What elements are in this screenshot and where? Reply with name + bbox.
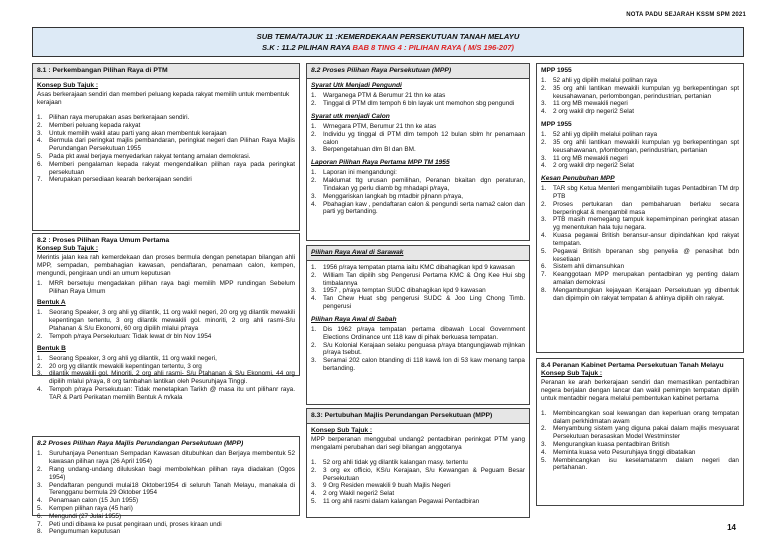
list-item: [541, 100, 739, 108]
section-8-2: [32, 233, 300, 401]
list-item: [311, 264, 525, 272]
list-item-number: 3.: [37, 481, 43, 489]
list-laporan: [311, 169, 525, 216]
section-8-2-mpp: [32, 436, 300, 536]
list-item-number: 2.: [37, 362, 43, 370]
list-item-text: Mengambungkan kejayaan Kerajaan Persekutuan yg dibentuk dan dipimpin oln rakyat tempatan & ahlinya dipilih oln rakyat.: [553, 286, 739, 302]
list-item-number: 4.: [541, 448, 547, 456]
section-mid-1: [306, 63, 530, 241]
list-item-number: 6.: [37, 512, 43, 520]
intro-text: Peranan ke arah berkerajaan sendiri dan memastikan pentadbiran negera berjalan dengan lancar dan wakil pemimpin tempatan dipilih untuk mentadbir negara melalui pembentukan kabinet pertama: [541, 379, 739, 402]
section-8-1: [32, 63, 300, 231]
list-item-text: Membincangkan isu keselamatanm dalam negeri dan pertahanan.: [553, 456, 739, 472]
list-item: [37, 482, 295, 498]
list-item: [37, 497, 295, 505]
list-item-text: TAR sbg Ketua Menteri mengambilalih tugas Pentadbiran TM drp PTB: [553, 185, 739, 201]
list-item: [541, 271, 739, 287]
list-bentuk-a: [37, 309, 295, 340]
list-item: [311, 123, 525, 131]
list-item-number: 3.: [541, 154, 547, 162]
list-item-number: 7.: [37, 520, 43, 528]
section-heading: 8.2 Proses Pilihan Raya Persekutuan (MPP): [307, 64, 529, 79]
list-item-number: 4.: [37, 497, 43, 505]
list-item: [541, 85, 739, 101]
list-item-number: 3.: [541, 100, 547, 108]
list-item-number: 2.: [541, 200, 547, 208]
list-item-number: 2.: [311, 177, 317, 185]
list-item-text: Sistem ahli dimansuhkan: [553, 263, 625, 271]
list-item-text: Wrnegara PTM, Berumur 21 thn ke atas: [323, 122, 437, 130]
list-item-number: 4.: [37, 137, 43, 145]
list-item-text: Penamaan calon (15 Jun 1955): [49, 497, 139, 505]
section-heading: 8.3: Pertubuhan Majlis Perundangan Persekutuan (MPP): [307, 409, 529, 424]
list-item: [37, 161, 295, 177]
list-item: [541, 216, 739, 232]
list-item-number: 2.: [311, 130, 317, 138]
list-item-text: dilantik mewakili gol. Minoriti, 2 org ahli rasmi- S/u Ptahanan & S/u Ekonomi, 44 org dipilih mlalui p/raya, 8 org tambahan lantikan oleh Pesuruhjaya Tinggi.: [49, 370, 295, 386]
list-item: [311, 498, 525, 506]
list-item-number: 1.: [311, 325, 317, 333]
list-item-number: 5.: [311, 498, 317, 505]
list-item-text: 52 ahli yg dipilih melalui polihan raya: [553, 77, 658, 85]
list-item: [37, 176, 295, 184]
list-item-text: Tempoh p/raya Persekutuan: Tidak lewat dr bln Nov 1954: [49, 332, 212, 340]
section-heading: 8.1 : Perkembangan Pilihan Raya di PTM: [33, 64, 299, 79]
bentuk-b-label: Bentuk B: [37, 344, 66, 352]
list-item: [541, 139, 739, 155]
list-item-number: 2.: [37, 465, 43, 473]
list-item: [541, 441, 739, 449]
list-item-number: 1.: [541, 409, 547, 417]
list-item: [37, 521, 295, 529]
section-8-4: [536, 358, 744, 506]
list-item-text: Seorang Speaker, 3 org ahli yg dilantik, 11 org wakil negeri, 20 org yg dilantik mewakili kepentingan tertentu, 3 org dilantik mewakili gol. minoriti, 2 org ahli rasmi-S/u Ptahanan & S/u Ekonomi, 60 org dipilih mlalui p/raya: [49, 309, 295, 333]
list-item: [37, 513, 295, 521]
list-item-number: 2.: [311, 100, 317, 108]
list-item-number: 1.: [541, 131, 547, 139]
list-item-number: 2.: [541, 425, 547, 433]
list-item: [37, 122, 295, 130]
list-item-text: Individu yg tinggal di PTM dlm tempoh 12 bulan sblm hr penamaan calon: [323, 130, 525, 146]
list-item-text: Menyambung sistem yang diguna pakai dalam majlis mesyuarat Persekutuan berasaskan Model Westminster: [553, 425, 739, 441]
list-item-text: Pilihan raya merupakan asas berkerajaan sendiri.: [49, 113, 190, 121]
list-item-number: 7.: [541, 271, 547, 279]
list-item-number: 6.: [37, 160, 43, 168]
list-item-number: 2.: [541, 84, 547, 92]
list-item: [311, 482, 525, 490]
list-item-number: 1.: [37, 354, 43, 362]
list-item: [37, 309, 295, 332]
list-item-text: Seramai 202 calon btanding di 118 kaw& lon di 53 kaw menang tanpa bertanding.: [323, 357, 525, 372]
list-item-text: Menggariskan langkah bg mtadbir pjlnann p/raya,: [323, 192, 463, 200]
list-item-text: Laporan ini mengandungi:: [323, 169, 397, 177]
section-heading: 8.4 Peranan Kabinet Pertama Persekutuan Tanah Melayu: [541, 362, 724, 369]
list-bentuk-b: [37, 355, 295, 402]
list-item: [311, 459, 525, 467]
list-item-number: 6.: [541, 263, 547, 271]
pengundi-heading: Syarat Utk Menjadi Pengundi: [311, 82, 402, 90]
list-item: [37, 137, 295, 153]
list-item: [311, 272, 525, 288]
list-calon: [311, 123, 525, 154]
list-item-text: 35 org ahli lantikan mewakili kumpulan yg berkepentingan spt keusahawanan, p/lombongan, perindustrian, pertanian: [553, 138, 739, 154]
list-item-number: 1.: [311, 169, 317, 177]
mpp-1955-heading-a: MPP 1955: [541, 67, 572, 74]
list-item-text: PTB masih memegang tampuk kepemimpinan peringkat atasan yg menentukan hala tuju negara.: [553, 216, 739, 232]
list-mpp-b: [541, 131, 739, 170]
title-line2-black: S.K : 11.2 PILIHAN RAYA: [262, 43, 351, 53]
list-item: [37, 153, 295, 161]
list-item-number: 1.: [37, 279, 43, 287]
intro-text: Asas berkerajaan sendiri dan memberi peluang kepada rakyat memilih untuk membentuk kerajaan: [37, 91, 290, 107]
page-number: 14: [727, 523, 736, 533]
list-item: [541, 162, 739, 170]
list-item-number: 2.: [311, 466, 317, 474]
list-mpp-a: [541, 77, 739, 116]
list-item: [541, 457, 739, 473]
title-line1: SUB TEMA/TAJUK 11 :KEMERDEKAAN PERSEKUTUAN TANAH MELAYU: [256, 32, 520, 41]
list-item-text: Keanggotaan MPP merupakan pentadbiran yg penting dalam amalan demokrasi: [553, 271, 739, 286]
list-item-number: 4.: [311, 200, 317, 208]
list-item-number: 2.: [37, 121, 43, 129]
section-mid-2: [306, 245, 530, 405]
list-item: [541, 185, 739, 201]
sub-heading: Konsep Sub Tajuk :: [311, 427, 373, 435]
list-item: [311, 326, 525, 342]
list-item: [311, 357, 525, 373]
list-item-text: Memberi pengalaman kepada rakyat mengendalikan pilihan raya pada peringkat persekutuan: [49, 160, 295, 176]
list-item: [311, 342, 525, 358]
list-8-2-mpp: [37, 450, 295, 536]
title-box: [32, 27, 744, 57]
list-item-number: 3.: [311, 482, 317, 490]
list-item-number: 2.: [311, 341, 317, 349]
list-item-text: 1957 , p/raya temptan SUDC dibahagikan kpd 9 kawasan: [323, 287, 486, 295]
list-item-number: 1.: [37, 450, 43, 458]
bentuk-a-label: Bentuk A: [37, 299, 66, 307]
intro-text: MPP berperanan menggubal undang2 pentadbiran perinkgat PTM yang mengalami perubahan dari segi bilangan anggotanya: [311, 436, 525, 452]
list-item-text: S/u Kolonial Kerajaan selaku penguasa p/raya btangungjawab mjlnkan p/raya tsebut.: [323, 341, 525, 357]
list-item-number: 4.: [541, 108, 547, 116]
list-item-text: Pada pkt awal berjaya menyedarkan rakyat tentang amalan demokrasi.: [49, 153, 251, 160]
list-item: [37, 505, 295, 513]
list-item: [541, 77, 739, 85]
list-item: [37, 363, 295, 371]
list-sarawak: [311, 264, 525, 311]
list-item-text: Tinggal di PTM dlm tempoh 6 bln layak unt memohon sbg pengundi: [323, 100, 515, 108]
list-item-text: 2 org wakil drp negeri2 Selat: [553, 162, 634, 170]
list-item: [541, 248, 739, 264]
list-sabah: [311, 326, 525, 373]
list-item-text: Membincangkan soal kewangan dan keperluan orang tempatan dalam perkhidmatan awam: [553, 409, 739, 425]
list-item-text: Seorang Speaker, 3 org ahli yg dilantik, 11 org wakil negeri,: [49, 354, 217, 362]
title-line2-red: BAB 8 TING 4 : PILIHAN RAYA ( M/S 196-207): [352, 43, 514, 53]
list-item-number: 2.: [311, 271, 317, 279]
list-item: [311, 467, 525, 483]
list-item-number: 5.: [541, 456, 547, 464]
list-item-number: 4.: [311, 295, 317, 303]
list-8-1: [37, 114, 295, 184]
list-8-3: [311, 459, 525, 506]
list-item-text: 35 org ahli lantikan mewakili kumpulan yg berkepentingan spt keusahawanan, perlombongan, perindustrian, pertanian: [553, 84, 739, 100]
list-item-text: 52 ahli yg dipilih melalui polihan raya: [553, 131, 658, 139]
section-right-1: [536, 63, 744, 353]
list-item-number: 4.: [541, 232, 547, 240]
list-item-number: 1.: [311, 92, 317, 100]
list-item: [37, 370, 295, 386]
list-item-text: 1956 p/raya tempatan ptama iaitu KMC dibahagikan kpd 9 kawasan: [323, 264, 515, 272]
sabah-heading: Pilihan Raya Awal di Sabah: [311, 315, 397, 323]
list-item-text: 2 org wakil drp negeri2 Selat: [553, 108, 634, 116]
list-item-number: 8.: [541, 286, 547, 294]
list-item-text: 3 org ex officio, KS/u Kerajaan, S/u Kewangan & Peguam Besar Persekutuan: [323, 466, 525, 482]
list-item: [311, 169, 525, 177]
list-item: [311, 193, 525, 201]
list-item-number: 3.: [37, 129, 43, 137]
list-item: [311, 100, 525, 108]
list-item-text: 11 org MB mewakili negeri: [553, 100, 628, 108]
list-item: [541, 449, 739, 457]
list-item-text: Pegawai British bperanan sbg penyelia @ penasihat bdn kesetiaan: [553, 247, 739, 263]
list-item: [541, 425, 739, 441]
title-line2: [33, 43, 743, 52]
list-item: [37, 355, 295, 363]
list-item-text: 2 org Wakil negeri2 Selat: [323, 490, 395, 498]
list-item-number: 5.: [541, 247, 547, 255]
list-item-text: Tan Chew Huat sbg pengerusi SUDC & Joo Ling Chong Timb. pengerusi: [323, 295, 525, 311]
list-item: [37, 450, 295, 466]
list-item-text: 11 org ahli rasmi dalam kalangan Pegawai Pentadbiran: [323, 498, 480, 505]
list-item: [311, 146, 525, 154]
list-item: [311, 131, 525, 147]
list-item-number: 3.: [541, 441, 547, 448]
list-item-text: Suruhanjaya Penentuan Sempadan Kawasan ditubuhkan dan Berjaya membentuk 52 kawasan pilihan raya (26 April 1954): [49, 450, 295, 466]
list-item-text: Memberi peluang kepada rakyat: [49, 121, 141, 129]
list-item: [37, 333, 295, 341]
list-item-number: 1.: [541, 77, 547, 85]
list-item-number: 2.: [37, 332, 43, 340]
list-item-text: Berpengetahuan dlm BI dan BM.: [323, 146, 416, 154]
list-item-text: Pbahagian kaw , pendaftaran calon & pengundi serta nama2 calon dan parti yg bertanding.: [323, 200, 525, 216]
list-item-number: 3.: [311, 192, 317, 200]
list-item-text: Warganega PTM & Berumur 21 thn ke atas: [323, 92, 446, 100]
list-item: [541, 108, 739, 116]
list-item: [311, 177, 525, 193]
list-item-text: Meminta kuasa veto Pesuruhjaya tinggi dibatalkan: [553, 448, 696, 456]
list-item: [541, 287, 739, 303]
mpp-1955-heading-b: MPP 1955: [541, 121, 572, 129]
list-item-number: 3.: [311, 146, 317, 154]
list-item-text: MRR bersetuju mengadakan pilihan raya bagi memilih MPP rundingan Sebelum Pilihan Raya Umum: [49, 279, 295, 295]
list-item-number: 4.: [541, 162, 547, 170]
calon-heading: Syarat utk menjadi Calon: [311, 112, 390, 120]
sub-heading: Konsep Sub Tajuk :: [541, 370, 603, 378]
list-item-text: Pendaftaran pengundi mulai18 Oktober1954 di seluruh Tanah Melayu, manakala di Terengganu bermula 29 Oktober 1954: [49, 481, 295, 497]
list-item: [541, 155, 739, 163]
list-item-number: 1.: [311, 122, 317, 130]
sarawak-heading: Pilihan Raya Awal di Sarawak: [307, 246, 529, 261]
list-item-number: 3.: [311, 357, 317, 365]
list-item: [541, 410, 739, 426]
list-item: [37, 466, 295, 482]
list-item: [311, 295, 525, 311]
list-item: [541, 201, 739, 217]
list-item-number: 3.: [311, 287, 317, 295]
list-item-text: Maklumat ttg urusan pemilihan, Peranan bkaitan dgn peraturan, Tindakan yg perlu diamb bg mhadapi p/raya,: [323, 177, 525, 192]
list-item: [37, 130, 295, 138]
list-item: [311, 92, 525, 100]
list-item-text: Dis 1962 p/raya tempatan pertama dibawah Local Government Elections Ordinance unt 118 kaw di pihak berkuasa tempatan.: [323, 325, 525, 341]
list-item-number: 4.: [311, 490, 317, 498]
sub-heading: Konsep Sub Tajuk :: [37, 245, 99, 253]
header-note: NOTA PADU SEJARAH KSSM SPM 2021: [626, 12, 746, 18]
list-item-text: Peti undi dibawa ke pusat pengiraan undi, proses kiraan undi: [49, 520, 222, 528]
list-item-text: Untuk memilih wakil atau parti yang akan membentuk kerajaan: [49, 129, 227, 137]
list-item: [37, 528, 295, 536]
kesan-heading: Kesan Penubuhan MPP: [541, 175, 615, 183]
list-item-text: Merupakan persediaan kearah berkerajaan sendiri: [49, 176, 192, 184]
list-item-number: 1.: [37, 113, 43, 121]
list-item-number: 8.: [37, 528, 43, 536]
list-item-text: Mengurangkan kuasa pentadbiran British: [553, 441, 670, 448]
list-item-text: Kempen pilihan raya (45 hari): [49, 504, 133, 512]
section-heading: 8.2 Proses Pilihan Raya Majlis Perundangan Persekutuan (MPP): [37, 440, 244, 447]
list-item-text: Pengumuman keputusan: [49, 528, 121, 536]
list-item-text: William Tan dipilih sbg Pengerusi Pertama KMC & Ong Kee Hui sbg timbalannya: [323, 271, 525, 287]
list-item-text: Proses pertukaran dan pembaharuan berlaku secara berperingkat & mengambil masa: [553, 200, 739, 216]
list-item-number: 1.: [37, 309, 43, 317]
sub-heading: Konsep Sub Tajuk :: [37, 82, 99, 90]
list-item-number: 5.: [37, 504, 43, 512]
list-item-text: 52 org ahli tidak yg dilantik kalangan masy. tertentu: [323, 458, 468, 466]
list-item-number: 5.: [37, 153, 43, 160]
list-item-text: Bermula dari peringkat majlis pembandaran, peringkat negeri dan Pilihan Raya Majlis Perundangan Persekutuan 1955: [49, 137, 295, 153]
list-8-4: [541, 410, 739, 473]
list-item-number: 1.: [541, 185, 547, 193]
list-item: [311, 490, 525, 498]
list-item-text: Mengundi (27 Julai 1955): [49, 512, 122, 520]
list-item-number: 3.: [37, 370, 43, 378]
list-item: [37, 280, 295, 296]
list-item-number: 1.: [311, 264, 317, 272]
intro-text: Merintis jalan kea rah kemerdekaan dan proses bermula dengan penetapan bilangan ahli MPP, sempadan, pembahagian kawasan, pendaftaran, penamaan calon, kempen, mengundi, pengiraan undi an umum keputusan: [37, 254, 295, 277]
list-item-text: Kuasa pegawai British beransur-ansur dipindahkan kpd rakyat tempatan.: [553, 232, 739, 247]
list-item: [37, 114, 295, 122]
list-item: [541, 263, 739, 271]
list-item: [311, 201, 525, 217]
list-item-text: Rang undang-undang diluluskan bagi membolehkan pilihan raya diadakan (Ogos 1954): [49, 465, 295, 481]
list-item: [541, 131, 739, 139]
list-kesan: [541, 185, 739, 302]
section-8-3: [306, 408, 530, 518]
list-item: [37, 386, 295, 402]
list-item-text: 11 org MB mewakili negeri: [553, 154, 628, 162]
list-item-number: 3.: [541, 216, 547, 224]
section-heading: 8.2 : Proses Pilihan Raya Umum Pertama: [37, 237, 170, 244]
list-item-number: 7.: [37, 176, 43, 184]
list-item-text: Tempoh p/raya Persekutuan: Tidak menetapkan Tarikh @ masa itu unt pilihanr raya. TAR & Parti Perikatan memilih Bentuk A m/kala: [49, 385, 295, 401]
list-item-number: 1.: [311, 458, 317, 466]
list-pengundi: [311, 92, 525, 108]
list-item: [311, 287, 525, 295]
list-item-text: 20 org yg dilantik mewakili kepentingan tertentu, 3 org: [49, 362, 202, 370]
list-8-2-pre: [37, 280, 295, 296]
list-item-text: 9 Org Residen mewakili 9 buah Majlis Negeri: [323, 482, 451, 490]
list-item-number: 4.: [37, 385, 43, 393]
list-item-number: 2.: [541, 138, 547, 146]
laporan-heading: Laporan Pilihan Raya Pertama MPP TM 1955: [311, 159, 450, 167]
list-item: [541, 232, 739, 248]
